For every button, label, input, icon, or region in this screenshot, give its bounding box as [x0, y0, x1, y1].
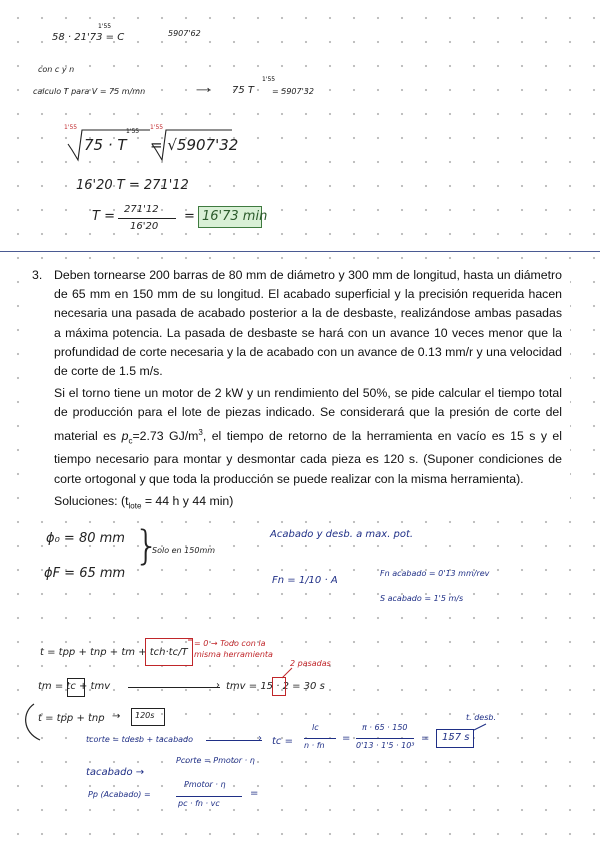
acabado-title: Acabado y desb. a max. pot. [270, 529, 414, 540]
pp-label: Pp (Acabado) = [88, 790, 151, 799]
pp-equals: = [250, 788, 259, 799]
tcorte-arrow [206, 740, 262, 741]
tm-arrow-head: › [216, 680, 220, 691]
frac-equals: = [184, 209, 195, 224]
tm-equation: tm = tc + tmv [38, 681, 111, 692]
tc-lhs: tc = [272, 736, 293, 747]
tc-equals: = [342, 733, 351, 744]
problem-statement [30, 261, 570, 511]
root-left-exponent: 1'55 [126, 128, 140, 135]
problem-solutions: Soluciones: ($t_{lote} = 44$ h y 44 min) [54, 493, 234, 511]
tmv-equation: tmv = 15 · 2 = 30 s [226, 681, 325, 692]
diameter-initial: ϕ₀ = 80 mm [46, 531, 125, 546]
t-sum-equation: t = tpp + tnp [38, 713, 105, 724]
value-120s: 120s [135, 711, 155, 720]
tch-box [145, 638, 193, 666]
tc-denominator-2: 0'13 · 1'5 · 10³ [356, 741, 415, 750]
t-equation: t = tpp + tnp + tm + tch·tc/T [40, 647, 188, 658]
pp-denominator: pc · fn · vc [178, 799, 220, 808]
fn-acabado: Fn acabado = 0'13 mm/rev [380, 569, 490, 578]
s-acabado: S acabado = 1'5 m/s [380, 594, 464, 603]
note-line-1: 58 · 21'73 = C [52, 32, 125, 43]
frac-bar [118, 218, 176, 219]
two-passes-box [272, 677, 286, 696]
note-line-3-exponent: 1'55 [262, 76, 276, 83]
problem-paragraph-1: Deben tornearse 200 barras de 80 mm de diámetro y 300 mm de longitud, hasta un diámetro de 65 mm en 150 mm de su longitud. El acabado superficial y la precisión requerida hacen necesaria una pasada de acabado posterior a la de desbaste, realizándose ambas pasadas a máxima potencia. La pasada de desbaste se hará con un avance 10 veces menor que la profundidad de corte necesaria y la de acabado con un avance de 0.13 mm/r y una velocidad de corte de 1.5 m/s. [54, 268, 562, 379]
tdesb-label: t. desb. [466, 713, 497, 722]
pp-numerator: Pmotor · η [184, 780, 226, 789]
tc-box [67, 678, 85, 697]
frac-denominator: 16'20 [130, 221, 159, 232]
frac-numerator: 271'12 [124, 204, 159, 215]
tc-denominator: n · fn [304, 741, 325, 750]
tc-fraction-bar [304, 738, 336, 739]
brace: } [134, 523, 160, 569]
note-line-1-value: 5907'62 [168, 29, 201, 38]
tm-arrow [128, 687, 220, 688]
root-left: 75 · T [84, 136, 127, 154]
tc-equals-2: = [421, 733, 430, 744]
eq-16-20: 16'20 T = 271'12 [76, 178, 189, 193]
tc-numerator-2: π · 65 · 150 [362, 723, 408, 732]
tc-fraction-bar-2 [356, 738, 414, 739]
section-divider [0, 251, 600, 252]
tc-numerator: lc [312, 723, 319, 732]
pcorte-equation: Pcorte = Pmotor · η [176, 756, 255, 765]
note-line-3-rhs: 75 T [232, 85, 255, 96]
diameter-final: ϕF = 65 mm [44, 566, 126, 581]
result-value: 16'73 min [202, 209, 268, 224]
problem-paragraph-2: Si el torno tiene un motor de 2 kW y un rendimiento del 50%, se pide calcular el tiempo total de producción para el lote de piezas indicado. Se considerará que la presión de corte del material es $p_c=2.73$ $GJ/m^3$, el tiempo de retorno de la herramienta en vacío es 15 s y el tiempo necesario para montar y desmontar cada pieza es 120 s. (Suponer condiciones de corte ortogonal y que toda la producción se puede realizar con la misma herramienta). [54, 386, 562, 486]
frac-lhs: T = [92, 209, 115, 224]
t-equation-note: = 0 → Todo con la misma herramienta [194, 639, 273, 659]
note-line-1-exponent: 1'55 [98, 23, 112, 30]
tcorte-equation: tcorte = tdesb + tacabado [86, 735, 194, 744]
fn-equation: Fn = 1/10 · A [272, 575, 338, 586]
note-arrow: ⟶ [196, 85, 211, 96]
tcorte-arrow-head: › [258, 733, 262, 744]
result-157: 157 s [442, 732, 470, 743]
root-right: = √5907'32 [150, 136, 239, 154]
two-passes-note: 2 pasadas [290, 659, 331, 668]
pp-fraction-bar [176, 796, 242, 797]
note-line-3: calculo T para V = 75 m/mn [33, 87, 146, 96]
root-index-left: 1'55 [64, 124, 78, 131]
note-line-3-value: = 5907'32 [272, 87, 314, 96]
problem-number: 3. [32, 268, 43, 282]
solo-150-note: Solo en 150mm [152, 546, 216, 555]
tacabado-label: tacabado → [86, 767, 145, 778]
root-index-right: 1'55 [150, 124, 164, 131]
note-line-2: con c y n [38, 65, 75, 74]
t-sum-arrow: → [112, 711, 121, 722]
